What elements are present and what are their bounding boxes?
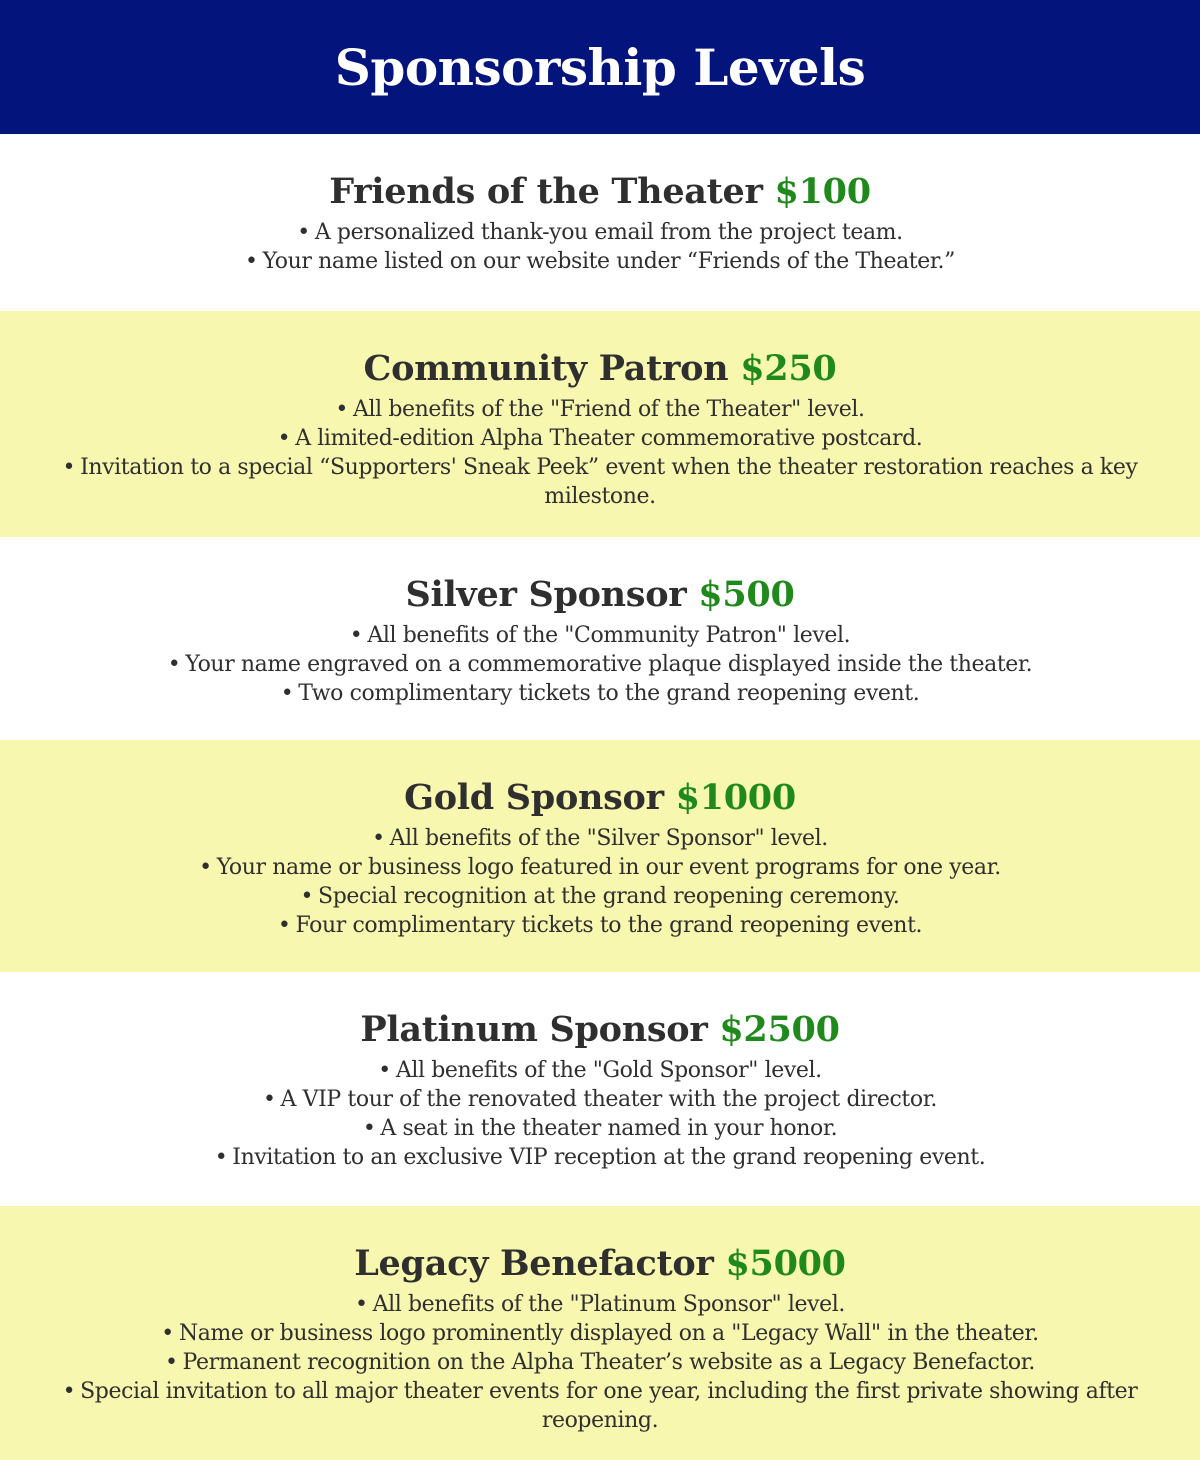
benefit-list: [60, 395, 1140, 511]
bullet: •: [300, 884, 314, 909]
level-heading: [40, 347, 1160, 391]
bullet: •: [167, 652, 181, 677]
level-name: Community Patron: [363, 348, 729, 389]
sponsorship-level-friends: [0, 134, 1200, 311]
benefit-text: Your name engraved on a commemorative plaque displayed inside the theater.: [185, 652, 1033, 677]
benefit-text: Four complimentary tickets to the grand reopening event.: [295, 913, 923, 938]
sponsorship-level-silver: [0, 537, 1200, 740]
benefit-text: A personalized thank-you email from the project team.: [314, 220, 903, 245]
bullet: •: [280, 681, 294, 706]
benefit-item: [60, 911, 1140, 940]
benefit-text: A seat in the theater named in your honor.: [380, 1116, 838, 1141]
benefit-item: [60, 1085, 1140, 1114]
benefit-item: [60, 1348, 1140, 1377]
benefit-list: [60, 1290, 1140, 1435]
benefit-text: All benefits of the "Community Patron" level.: [367, 623, 851, 648]
benefit-text: Your name listed on our website under “Friends of the Theater.”: [262, 249, 955, 274]
benefit-item: [60, 395, 1140, 424]
benefit-item: [60, 679, 1140, 708]
level-heading: [40, 573, 1160, 617]
sponsorship-level-platinum: [0, 972, 1200, 1206]
benefit-list: [60, 824, 1140, 940]
benefit-item: [60, 218, 1140, 247]
benefit-item: [60, 1377, 1140, 1435]
level-price: $2500: [719, 1009, 840, 1050]
level-heading: [40, 170, 1160, 214]
benefit-text: Invitation to a special “Supporters' Sneak Peek” event when the theater restoration reaches a key milestone.: [80, 455, 1138, 509]
sponsorship-level-legacy: [0, 1206, 1200, 1460]
sponsorship-level-gold: [0, 740, 1200, 972]
benefit-text: Permanent recognition on the Alpha Theater’s website as a Legacy Benefactor.: [182, 1350, 1036, 1375]
benefit-item: [60, 247, 1140, 276]
bullet: •: [355, 1292, 368, 1317]
level-price: $100: [774, 171, 871, 212]
benefit-item: [60, 1143, 1140, 1172]
benefit-item: [60, 853, 1140, 882]
benefit-item: [60, 1319, 1140, 1348]
bullet: •: [214, 1145, 228, 1170]
benefit-item: [60, 453, 1140, 511]
benefit-text: All benefits of the "Friend of the Theater" level.: [353, 397, 865, 422]
benefit-item: [60, 1114, 1140, 1143]
level-price: $500: [698, 574, 795, 615]
benefit-text: All benefits of the "Platinum Sponsor" level.: [372, 1292, 845, 1317]
bullet: •: [362, 1116, 376, 1141]
benefit-list: [60, 1056, 1140, 1172]
benefit-text: Your name or business logo featured in our event programs for one year.: [216, 855, 1001, 880]
level-price: $5000: [725, 1243, 846, 1284]
level-heading: [40, 1008, 1160, 1052]
level-price: $250: [740, 348, 837, 389]
bullet: •: [349, 623, 363, 648]
bullet: •: [245, 249, 258, 274]
bullet: •: [277, 913, 291, 938]
benefit-text: Special recognition at the grand reopening ceremony.: [318, 884, 900, 909]
sponsorship-level-community-patron: [0, 311, 1200, 537]
benefit-text: A limited-edition Alpha Theater commemorative postcard.: [295, 426, 923, 451]
level-heading: [40, 1242, 1160, 1286]
benefit-text: Name or business logo prominently displayed on a "Legacy Wall" in the theater.: [178, 1321, 1039, 1346]
benefit-item: [60, 424, 1140, 453]
bullet: •: [277, 426, 291, 451]
bullet: •: [199, 855, 212, 880]
bullet: •: [297, 220, 310, 245]
benefit-item: [60, 650, 1140, 679]
benefit-item: [60, 882, 1140, 911]
bullet: •: [262, 1087, 276, 1112]
benefit-list: [60, 621, 1140, 708]
bullet: •: [62, 1379, 76, 1404]
level-name: Friends of the Theater: [329, 171, 763, 212]
bullet: •: [378, 1058, 391, 1083]
benefit-text: All benefits of the "Gold Sponsor" level.: [395, 1058, 822, 1083]
level-name: Platinum Sponsor: [360, 1009, 708, 1050]
benefit-item: [60, 621, 1140, 650]
bullet: •: [372, 826, 385, 851]
bullet: •: [164, 1350, 178, 1375]
benefit-text: All benefits of the "Silver Sponsor" level.: [389, 826, 828, 851]
benefit-item: [60, 1056, 1140, 1085]
benefit-text: Two complimentary tickets to the grand reopening event.: [298, 681, 920, 706]
benefit-item: [60, 824, 1140, 853]
level-name: Silver Sponsor: [405, 574, 687, 615]
level-name: Gold Sponsor: [404, 777, 664, 818]
page-header: [0, 0, 1200, 134]
benefit-text: A VIP tour of the renovated theater with the project director.: [280, 1087, 938, 1112]
level-price: $1000: [675, 777, 796, 818]
benefit-item: [60, 1290, 1140, 1319]
bullet: •: [335, 397, 348, 422]
bullet: •: [161, 1321, 174, 1346]
benefit-text: Special invitation to all major theater events for one year, including the first private showing after reopening.: [80, 1379, 1138, 1433]
level-heading: [40, 776, 1160, 820]
benefit-list: [60, 218, 1140, 276]
bullet: •: [62, 455, 76, 480]
page-title: Sponsorship Levels: [334, 37, 866, 97]
benefit-text: Invitation to an exclusive VIP reception at the grand reopening event.: [232, 1145, 986, 1170]
level-name: Legacy Benefactor: [354, 1243, 714, 1284]
